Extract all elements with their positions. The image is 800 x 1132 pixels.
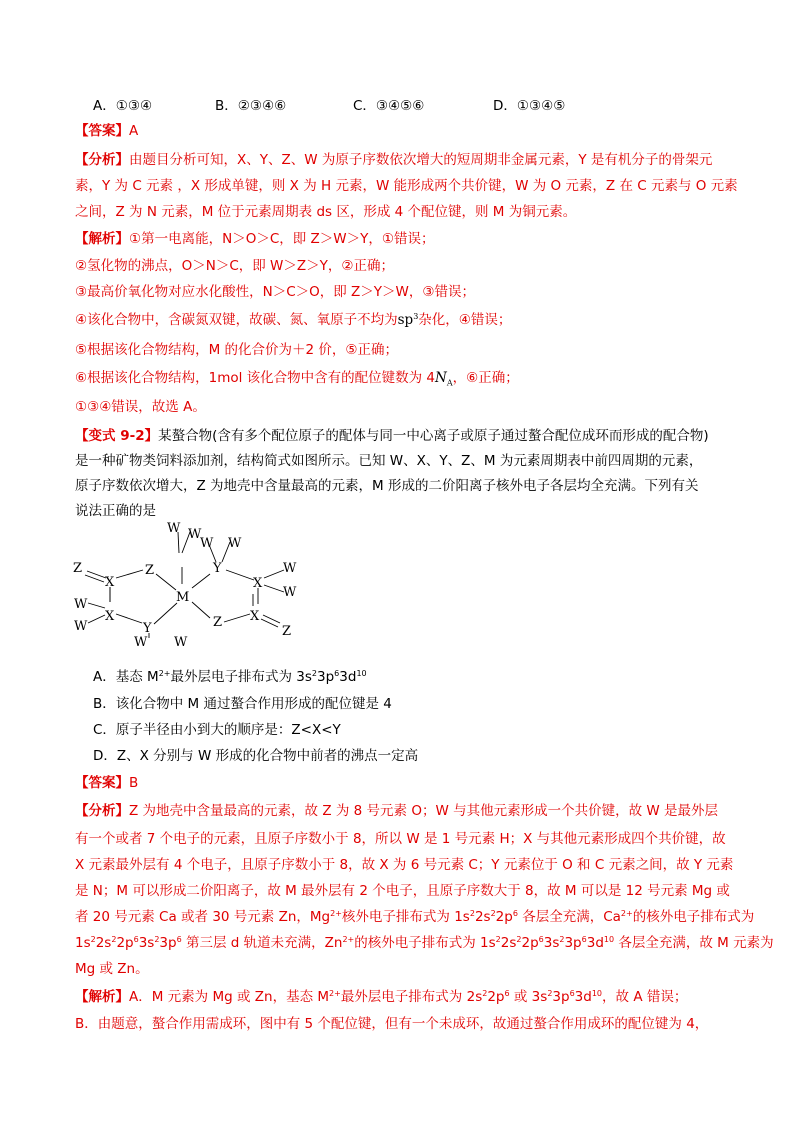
analysis-1-line1: 【分析】由题目分析可知，X、Y、Z、W 为原子序数依次增大的短周期非金属元素，Y 是有机分子的骨架元	[75, 152, 713, 168]
analysis-1-line2: 素，Y 为 C 元素 ，X 形成单键，则 X 为 H 元素，W 能形成两个共价键，W 为 O 元素，Z 在 C 元素与 O 元素	[75, 178, 738, 194]
option-d: D．①③④⑤	[493, 98, 566, 114]
solution-1-line6: ⑥根据该化合物结构，1mol 该化合物中含有的配位键数为 $4N_A$，⑥正确；	[75, 370, 519, 388]
solution-1-line2: ②氢化物的沸点，O＞N＞C，即 W＞Z＞Y，②正确；	[75, 258, 394, 274]
atom-m: M	[176, 590, 190, 605]
chelate-extra-bonds	[70, 522, 300, 642]
solution-1-line7: ①③④错误，故选 A。	[75, 399, 206, 415]
atom-w: W	[188, 527, 202, 542]
variant-line4: 说法正确的是	[75, 503, 156, 519]
analysis-2-line4: 是 N；M 可以形成二价阳离子，故 M 最外层有 2 个电子，且原子序数大于 8，故 M 可以是 12 号元素 Mg 或	[75, 883, 730, 899]
atom-w: W	[167, 521, 181, 536]
solution-2-line1: 【解析】A．M 元素为 Mg 或 Zn，基态 $M^{2+}$最外层电子排布式为 $2s^22p^6$ 或 $3s^23p^63d^{10}$，故 A 错误；	[75, 989, 688, 1005]
atom-z: Z	[282, 624, 292, 639]
analysis-1-line3: 之间，Z 为 N 元素，M 位于元素周期表 ds 区，形成 4 个配位键，则 M 为铜元素。	[75, 204, 577, 220]
hybridization: $sp^3$	[397, 312, 419, 328]
atom-w: W	[74, 619, 88, 634]
atom-y: Y	[143, 621, 152, 636]
analysis-2-line2: 有一个或者 7 个电子的元素，且原子序数小于 8，所以 W 是 1 号元素 H；X 与其他元素形成四个共价键，故	[75, 831, 726, 847]
variant-line3: 原子序数依次增大，Z 为地壳中含量最高的元素，M 形成的二价阳离子核外电子各层均全充满。下列有关	[75, 478, 699, 494]
analysis-2-line6: $1s^22s^22p^63s^23p^6$ 第三层 d 轨道未充满，$Zn^{2+}$的核外电子排布式为 $1s^22s^22p^63s^23p^63d^{10}$ 各层全充满，故 M 元素为	[75, 935, 774, 951]
solution-1-line4: ④该化合物中，含碳氮双键，故碳、氮、氧原子不均为$sp^3$杂化，④错误；	[75, 312, 512, 328]
answer-1: 【答案】A	[75, 123, 139, 139]
solution-1-line3: ③最高价氧化物对应水化酸性，N＞C＞O，即 Z＞Y＞W，③错误；	[75, 284, 475, 300]
solution-1-line5: ⑤根据该化合物结构，M 的化合价为＋2 价，⑤正确；	[75, 342, 399, 358]
atom-x: X	[105, 609, 115, 624]
option-a: A．①③④	[93, 98, 153, 114]
atom-x: X	[253, 576, 263, 591]
atom-z: Z	[145, 563, 155, 578]
atom-z: Z	[213, 615, 223, 630]
avogadro-symbol: $N_A$	[435, 370, 453, 388]
atom-w: W	[174, 635, 188, 650]
analysis-2-line5: 者 20 号元素 Ca 或者 30 号元素 Zn，$Mg^{2+}$核外电子排布式为 $1s^22s^22p^6$ 各层全充满，$Ca^{2+}$的核外电子排布式为	[75, 909, 755, 925]
option-c: C．③④⑤⑥	[353, 98, 425, 114]
atom-w: W	[74, 597, 88, 612]
analysis-2-line7: Mg 或 Zn。	[75, 961, 149, 977]
variant-option-b: B．该化合物中 M 通过螯合作用形成的配位键是 4	[93, 696, 392, 712]
atom-y: Y	[213, 561, 222, 576]
atom-x: X	[250, 609, 260, 624]
analysis-2-line1: 【分析】Z 为地壳中含量最高的元素，故 Z 为 8 号元素 O；W 与其他元素形成一个共价键，故 W 是最外层	[75, 803, 719, 819]
solution-1-line1: 【解析】①第一电离能，N＞O＞C，即 Z＞W＞Y，①错误；	[75, 231, 435, 247]
answer-2: 【答案】B	[75, 775, 139, 791]
variant-line1: 【变式 9-2】某螯合物(含有多个配位原子的配体与同一中心离子或原子通过螯合配位成环而形成的配合物)	[75, 428, 709, 444]
atom-w: W	[283, 585, 297, 600]
atom-w: W	[228, 536, 242, 551]
option-b: B．②③④⑥	[215, 98, 287, 114]
variant-option-c: C．原子半径由小到大的顺序是：Z<X<Y	[93, 722, 341, 738]
atom-z: Z	[73, 561, 83, 576]
solution-2-line2: B．由题意，螯合作用需成环，图中有 5 个配位键，但有一个未成环，故通过螯合作用成环的配位键为 4，	[75, 1016, 709, 1032]
atom-w: W	[134, 635, 148, 650]
variant-line2: 是一种矿物类饲料添加剂，结构简式如图所示。已知 W、X、Y、Z、M 为元素周期表中前四周期的元素，	[75, 453, 703, 469]
variant-option-a: A．基态 $M^{2+}$最外层电子排布式为 $3s^23p^63d^{10}$	[93, 669, 367, 685]
variant-option-d: D．Z、X 分别与 W 形成的化合物中前者的沸点一定高	[93, 748, 419, 764]
analysis-2-line3: X 元素最外层有 4 个电子，且原子序数小于 8，故 X 为 6 号元素 C；Y 元素位于 O 和 C 元素之间，故 Y 元素	[75, 857, 734, 873]
atom-x: X	[105, 575, 115, 590]
atom-w: W	[200, 536, 214, 551]
atom-w: W	[283, 561, 297, 576]
